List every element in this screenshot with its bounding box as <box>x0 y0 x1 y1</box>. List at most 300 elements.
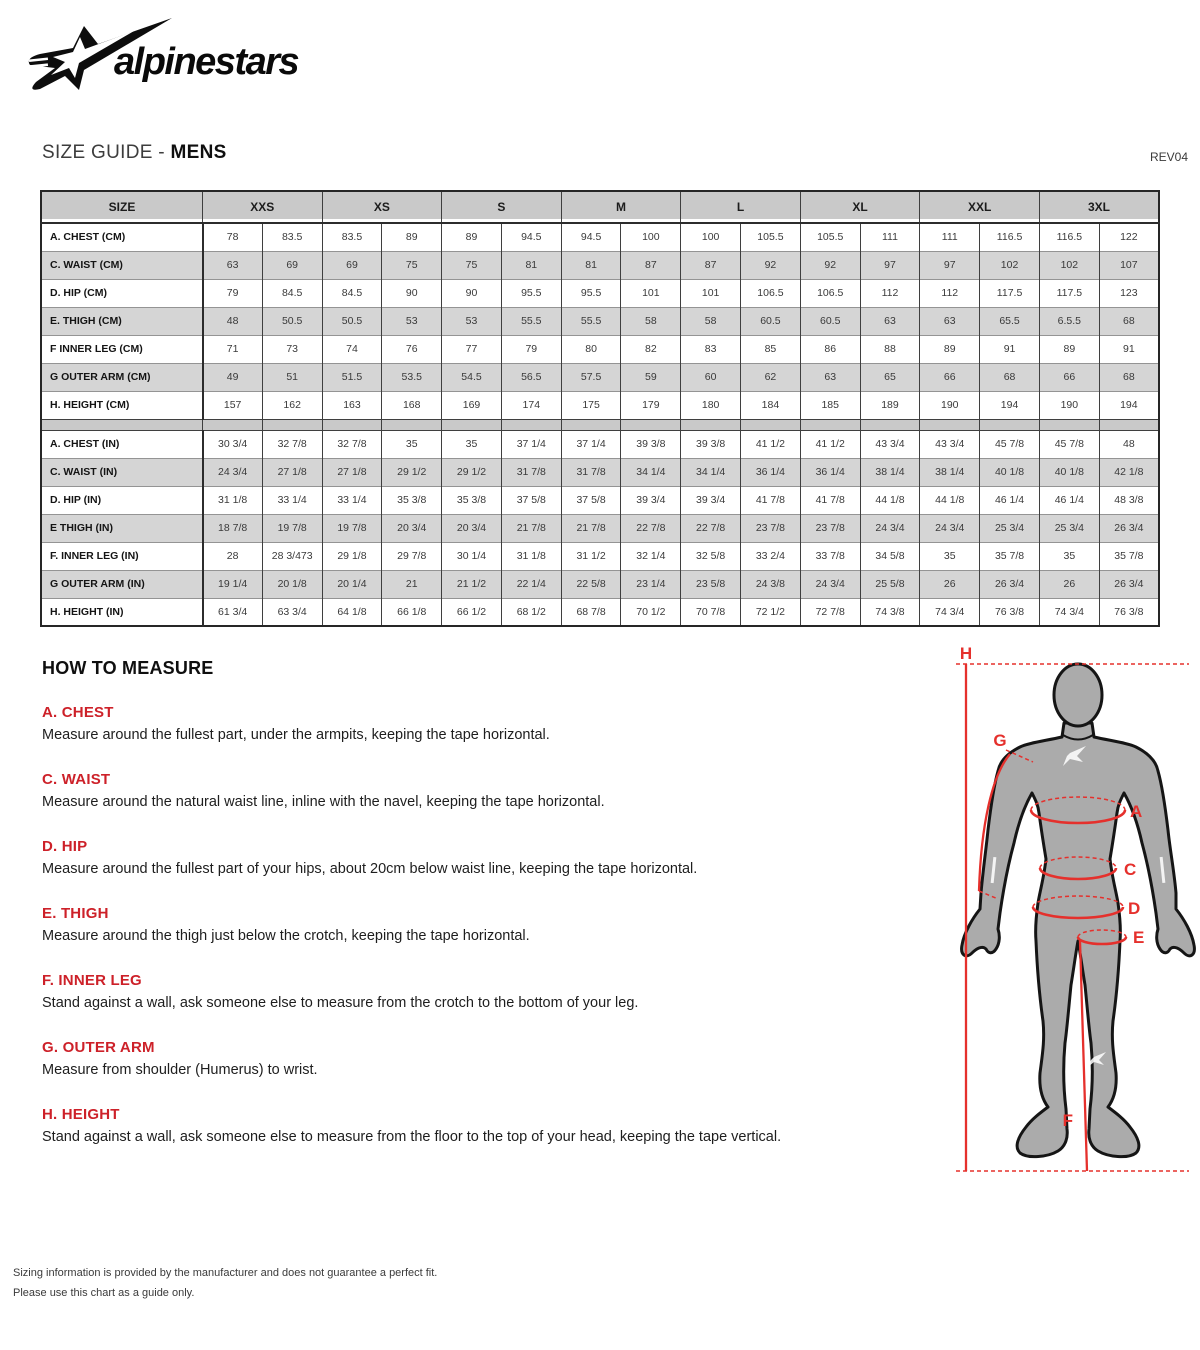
table-row <box>41 391 1159 419</box>
size-value-cell: 116.5 <box>980 223 1040 251</box>
size-value-cell: 101 <box>681 279 741 307</box>
size-value-cell: 29 1/2 <box>382 458 442 486</box>
size-value-cell: 70 7/8 <box>681 598 741 626</box>
size-value-cell: 65.5 <box>980 307 1040 335</box>
size-value-cell: 84.5 <box>262 279 322 307</box>
size-value-cell: 74 <box>322 335 382 363</box>
size-value-cell: 39 3/8 <box>621 430 681 458</box>
separator-cell <box>262 419 322 430</box>
table-row <box>41 542 1159 570</box>
table-row <box>41 223 1159 251</box>
size-value-cell: 105.5 <box>800 223 860 251</box>
size-value-cell: 48 3/8 <box>1099 486 1159 514</box>
size-column-header-l: L <box>681 191 801 223</box>
size-value-cell: 69 <box>322 251 382 279</box>
size-value-cell: 123 <box>1099 279 1159 307</box>
section-separator-row <box>41 419 1159 430</box>
size-value-cell: 24 3/4 <box>920 514 980 542</box>
alpinestars-logo <box>22 6 312 95</box>
size-value-cell: 117.5 <box>980 279 1040 307</box>
measure-instruction-heading: C. WAIST <box>42 771 111 788</box>
size-value-cell: 20 1/8 <box>262 570 322 598</box>
disclaimer <box>13 1263 437 1303</box>
size-value-cell: 81 <box>501 251 561 279</box>
size-value-cell: 63 <box>800 363 860 391</box>
size-value-cell: 116.5 <box>1039 223 1099 251</box>
page-title-bold: MENS <box>170 142 227 163</box>
size-value-cell: 39 3/4 <box>681 486 741 514</box>
size-value-cell: 89 <box>1039 335 1099 363</box>
size-value-cell: 24 3/4 <box>800 570 860 598</box>
measure-instructions-list <box>42 704 927 1173</box>
size-value-cell: 45 7/8 <box>1039 430 1099 458</box>
size-value-cell: 74 3/8 <box>860 598 920 626</box>
size-value-cell: 75 <box>382 251 442 279</box>
separator-cell <box>980 419 1040 430</box>
size-value-cell: 168 <box>382 391 442 419</box>
separator-cell <box>561 419 621 430</box>
size-value-cell: 53.5 <box>382 363 442 391</box>
size-value-cell: 34 1/4 <box>621 458 681 486</box>
size-value-cell: 89 <box>442 223 502 251</box>
size-value-cell: 22 7/8 <box>621 514 681 542</box>
size-value-cell: 157 <box>203 391 263 419</box>
size-column-header-s: S <box>442 191 562 223</box>
measurement-figure <box>936 645 1196 1185</box>
size-value-cell: 180 <box>681 391 741 419</box>
size-value-cell: 83.5 <box>262 223 322 251</box>
size-table <box>40 190 1160 627</box>
size-value-cell: 23 7/8 <box>741 514 801 542</box>
size-corner-header: SIZE <box>41 191 203 223</box>
size-value-cell: 49 <box>203 363 263 391</box>
page-title <box>42 142 227 164</box>
size-value-cell: 18 7/8 <box>203 514 263 542</box>
size-value-cell: 122 <box>1099 223 1159 251</box>
size-value-cell: 51 <box>262 363 322 391</box>
row-label: A. CHEST (CM) <box>41 223 203 251</box>
size-value-cell: 97 <box>860 251 920 279</box>
row-label: E THIGH (IN) <box>41 514 203 542</box>
size-value-cell: 68 <box>980 363 1040 391</box>
table-row <box>41 570 1159 598</box>
table-row <box>41 307 1159 335</box>
row-label: G OUTER ARM (CM) <box>41 363 203 391</box>
size-table-head <box>41 191 1159 223</box>
size-value-cell: 44 1/8 <box>860 486 920 514</box>
size-value-cell: 91 <box>980 335 1040 363</box>
size-value-cell: 95.5 <box>501 279 561 307</box>
size-value-cell: 31 7/8 <box>501 458 561 486</box>
size-value-cell: 39 3/8 <box>681 430 741 458</box>
table-row <box>41 279 1159 307</box>
measure-instruction <box>42 1039 927 1106</box>
size-column-header-xxl: XXL <box>920 191 1040 223</box>
size-value-cell: 76 3/8 <box>1099 598 1159 626</box>
size-value-cell: 68 <box>1099 307 1159 335</box>
size-value-cell: 62 <box>741 363 801 391</box>
size-value-cell: 111 <box>860 223 920 251</box>
size-value-cell: 86 <box>800 335 860 363</box>
table-row <box>41 598 1159 626</box>
separator-cell <box>1039 419 1099 430</box>
separator-cell <box>442 419 502 430</box>
size-value-cell: 26 <box>1039 570 1099 598</box>
size-value-cell: 90 <box>382 279 442 307</box>
size-value-cell: 37 1/4 <box>501 430 561 458</box>
size-value-cell: 21 7/8 <box>501 514 561 542</box>
table-row <box>41 514 1159 542</box>
size-value-cell: 29 1/8 <box>322 542 382 570</box>
size-value-cell: 63 3/4 <box>262 598 322 626</box>
measure-instruction <box>42 1106 927 1173</box>
size-column-header-3xl: 3XL <box>1039 191 1159 223</box>
separator-cell <box>322 419 382 430</box>
how-to-measure-title: HOW TO MEASURE <box>42 658 214 678</box>
size-value-cell: 169 <box>442 391 502 419</box>
separator-cell <box>1099 419 1159 430</box>
measure-instruction-heading: F. INNER LEG <box>42 972 142 989</box>
figure-label-chest: A <box>1130 802 1143 821</box>
size-value-cell: 22 1/4 <box>501 570 561 598</box>
size-value-cell: 83.5 <box>322 223 382 251</box>
size-value-cell: 55.5 <box>561 307 621 335</box>
table-header-row <box>41 191 1159 223</box>
size-value-cell: 30 1/4 <box>442 542 502 570</box>
measure-instruction-heading: G. OUTER ARM <box>42 1039 155 1056</box>
measure-instruction <box>42 838 927 905</box>
size-column-header-m: M <box>561 191 681 223</box>
size-value-cell: 41 1/2 <box>741 430 801 458</box>
size-value-cell: 27 1/8 <box>322 458 382 486</box>
measure-instruction <box>42 704 927 771</box>
size-value-cell: 63 <box>203 251 263 279</box>
size-value-cell: 71 <box>203 335 263 363</box>
size-value-cell: 19 7/8 <box>322 514 382 542</box>
size-value-cell: 77 <box>442 335 502 363</box>
size-value-cell: 105.5 <box>741 223 801 251</box>
how-to-measure-section <box>42 658 927 1173</box>
size-value-cell: 107 <box>1099 251 1159 279</box>
size-value-cell: 26 3/4 <box>1099 570 1159 598</box>
separator-cell <box>860 419 920 430</box>
size-value-cell: 30 3/4 <box>203 430 263 458</box>
size-value-cell: 35 7/8 <box>1099 542 1159 570</box>
size-value-cell: 32 7/8 <box>262 430 322 458</box>
size-value-cell: 35 7/8 <box>980 542 1040 570</box>
size-value-cell: 42 1/8 <box>1099 458 1159 486</box>
size-value-cell: 66 1/8 <box>382 598 442 626</box>
table-row <box>41 251 1159 279</box>
figure-label-thigh: E <box>1133 928 1145 947</box>
measure-instruction-text: Measure around the fullest part, under the armpits, keeping the tape horizontal. <box>42 727 550 743</box>
size-value-cell: 112 <box>860 279 920 307</box>
size-value-cell: 35 3/8 <box>382 486 442 514</box>
size-value-cell: 33 1/4 <box>322 486 382 514</box>
size-value-cell: 194 <box>1099 391 1159 419</box>
size-value-cell: 31 1/8 <box>203 486 263 514</box>
size-value-cell: 28 <box>203 542 263 570</box>
figure-label-height: H <box>959 645 973 663</box>
disclaimer-line2: Please use this chart as a guide only. <box>13 1287 195 1299</box>
measure-instruction-text: Measure around the natural waist line, inline with the navel, keeping the tape horizontal. <box>42 794 605 810</box>
size-value-cell: 58 <box>681 307 741 335</box>
size-value-cell: 26 <box>920 570 980 598</box>
row-label: F INNER LEG (CM) <box>41 335 203 363</box>
size-value-cell: 53 <box>442 307 502 335</box>
size-value-cell: 53 <box>382 307 442 335</box>
size-value-cell: 79 <box>203 279 263 307</box>
measure-instruction-text: Stand against a wall, ask someone else to measure from the floor to the top of your head, keeping the tape vertical. <box>42 1129 782 1145</box>
size-value-cell: 24 3/4 <box>203 458 263 486</box>
row-label: H. HEIGHT (CM) <box>41 391 203 419</box>
size-column-header-xl: XL <box>800 191 920 223</box>
revision-label: REV04 <box>1149 150 1188 164</box>
measure-instruction-text: Measure around the fullest part of your hips, about 20cm below waist line, keeping the tape horizontal. <box>42 861 698 877</box>
measure-instruction <box>42 972 927 1039</box>
row-label: G OUTER ARM (IN) <box>41 570 203 598</box>
size-value-cell: 36 1/4 <box>800 458 860 486</box>
size-value-cell: 90 <box>442 279 502 307</box>
size-value-cell: 19 1/4 <box>203 570 263 598</box>
size-table-body <box>41 223 1159 626</box>
size-value-cell: 174 <box>501 391 561 419</box>
size-value-cell: 48 <box>203 307 263 335</box>
size-value-cell: 29 7/8 <box>382 542 442 570</box>
size-value-cell: 32 5/8 <box>681 542 741 570</box>
size-value-cell: 34 5/8 <box>860 542 920 570</box>
table-row <box>41 430 1159 458</box>
size-value-cell: 46 1/4 <box>1039 486 1099 514</box>
size-value-cell: 76 3/8 <box>980 598 1040 626</box>
size-value-cell: 92 <box>800 251 860 279</box>
size-value-cell: 73 <box>262 335 322 363</box>
figure-label-inner-leg: F <box>1062 1111 1073 1130</box>
size-value-cell: 57.5 <box>561 363 621 391</box>
size-column-header-xs: XS <box>322 191 442 223</box>
row-label: F. INNER LEG (IN) <box>41 542 203 570</box>
size-value-cell: 60.5 <box>800 307 860 335</box>
size-value-cell: 23 1/4 <box>621 570 681 598</box>
size-value-cell: 162 <box>262 391 322 419</box>
size-value-cell: 84.5 <box>322 279 382 307</box>
measure-instruction-heading: H. HEIGHT <box>42 1106 120 1123</box>
figure-label-outer-arm: G <box>993 731 1007 750</box>
size-value-cell: 69 <box>262 251 322 279</box>
size-value-cell: 68 1/2 <box>501 598 561 626</box>
separator-cell <box>621 419 681 430</box>
size-value-cell: 101 <box>621 279 681 307</box>
size-value-cell: 21 7/8 <box>561 514 621 542</box>
size-value-cell: 66 <box>1039 363 1099 391</box>
row-label: A. CHEST (IN) <box>41 430 203 458</box>
size-value-cell: 40 1/8 <box>980 458 1040 486</box>
size-value-cell: 50.5 <box>262 307 322 335</box>
size-value-cell: 35 <box>442 430 502 458</box>
size-value-cell: 63 <box>920 307 980 335</box>
size-value-cell: 175 <box>561 391 621 419</box>
separator-cell <box>741 419 801 430</box>
size-value-cell: 37 5/8 <box>561 486 621 514</box>
size-value-cell: 45 7/8 <box>980 430 1040 458</box>
measure-instruction-heading: E. THIGH <box>42 905 109 922</box>
size-value-cell: 74 3/4 <box>920 598 980 626</box>
table-row <box>41 486 1159 514</box>
size-value-cell: 25 3/4 <box>1039 514 1099 542</box>
size-value-cell: 68 <box>1099 363 1159 391</box>
size-value-cell: 88 <box>860 335 920 363</box>
size-value-cell: 26 3/4 <box>1099 514 1159 542</box>
size-value-cell: 21 <box>382 570 442 598</box>
size-value-cell: 55.5 <box>501 307 561 335</box>
size-value-cell: 6.5.5 <box>1039 307 1099 335</box>
size-value-cell: 179 <box>621 391 681 419</box>
size-value-cell: 85 <box>741 335 801 363</box>
size-value-cell: 58 <box>621 307 681 335</box>
size-value-cell: 36 1/4 <box>741 458 801 486</box>
size-value-cell: 56.5 <box>501 363 561 391</box>
size-value-cell: 89 <box>382 223 442 251</box>
page-title-prefix: SIZE GUIDE - <box>42 142 171 163</box>
size-value-cell: 50.5 <box>322 307 382 335</box>
size-value-cell: 94.5 <box>501 223 561 251</box>
size-value-cell: 20 1/4 <box>322 570 382 598</box>
size-value-cell: 19 7/8 <box>262 514 322 542</box>
size-value-cell: 31 1/8 <box>501 542 561 570</box>
size-value-cell: 60.5 <box>741 307 801 335</box>
size-value-cell: 65 <box>860 363 920 391</box>
separator-cell <box>920 419 980 430</box>
size-value-cell: 68 7/8 <box>561 598 621 626</box>
row-label: C. WAIST (CM) <box>41 251 203 279</box>
row-label: D. HIP (CM) <box>41 279 203 307</box>
size-value-cell: 190 <box>1039 391 1099 419</box>
size-value-cell: 33 1/4 <box>262 486 322 514</box>
figure-label-waist: C <box>1124 860 1137 879</box>
separator-cell <box>203 419 263 430</box>
size-value-cell: 70 1/2 <box>621 598 681 626</box>
size-value-cell: 72 7/8 <box>800 598 860 626</box>
row-label: H. HEIGHT (IN) <box>41 598 203 626</box>
separator-cell <box>681 419 741 430</box>
size-value-cell: 106.5 <box>800 279 860 307</box>
size-value-cell: 32 7/8 <box>322 430 382 458</box>
size-value-cell: 51.5 <box>322 363 382 391</box>
size-value-cell: 26 3/4 <box>980 570 1040 598</box>
measure-instruction-text: Measure around the thigh just below the crotch, keeping the tape horizontal. <box>42 928 530 944</box>
separator-cell <box>800 419 860 430</box>
size-value-cell: 32 1/4 <box>621 542 681 570</box>
size-value-cell: 35 <box>920 542 980 570</box>
size-value-cell: 21 1/2 <box>442 570 502 598</box>
size-value-cell: 54.5 <box>442 363 502 391</box>
title-row <box>42 142 1188 164</box>
size-value-cell: 66 1/2 <box>442 598 502 626</box>
size-value-cell: 35 3/8 <box>442 486 502 514</box>
size-value-cell: 20 3/4 <box>442 514 502 542</box>
size-value-cell: 81 <box>561 251 621 279</box>
table-row <box>41 363 1159 391</box>
size-value-cell: 34 1/4 <box>681 458 741 486</box>
size-value-cell: 59 <box>621 363 681 391</box>
measure-instruction-heading: A. CHEST <box>42 704 114 721</box>
size-value-cell: 92 <box>741 251 801 279</box>
separator-cell <box>382 419 442 430</box>
size-value-cell: 25 5/8 <box>860 570 920 598</box>
row-label: E. THIGH (CM) <box>41 307 203 335</box>
size-value-cell: 33 7/8 <box>800 542 860 570</box>
size-value-cell: 185 <box>800 391 860 419</box>
size-value-cell: 38 1/4 <box>860 458 920 486</box>
size-value-cell: 74 3/4 <box>1039 598 1099 626</box>
size-value-cell: 102 <box>980 251 1040 279</box>
size-value-cell: 24 3/8 <box>741 570 801 598</box>
separator-cell <box>41 419 203 430</box>
table-row <box>41 458 1159 486</box>
size-value-cell: 64 1/8 <box>322 598 382 626</box>
size-value-cell: 22 7/8 <box>681 514 741 542</box>
size-value-cell: 163 <box>322 391 382 419</box>
size-value-cell: 23 5/8 <box>681 570 741 598</box>
size-value-cell: 87 <box>621 251 681 279</box>
measure-instruction <box>42 771 927 838</box>
size-value-cell: 91 <box>1099 335 1159 363</box>
size-value-cell: 41 1/2 <box>800 430 860 458</box>
size-value-cell: 29 1/2 <box>442 458 502 486</box>
size-value-cell: 72 1/2 <box>741 598 801 626</box>
size-value-cell: 31 1/2 <box>561 542 621 570</box>
size-value-cell: 43 3/4 <box>920 430 980 458</box>
size-value-cell: 61 3/4 <box>203 598 263 626</box>
size-value-cell: 102 <box>1039 251 1099 279</box>
measure-instruction <box>42 905 927 972</box>
measure-instruction-text: Stand against a wall, ask someone else to measure from the crotch to the bottom of your leg. <box>42 995 639 1011</box>
size-value-cell: 39 3/4 <box>621 486 681 514</box>
figure-label-hip: D <box>1128 899 1141 918</box>
brand-wordmark: alpinestars <box>114 41 299 83</box>
size-value-cell: 37 5/8 <box>501 486 561 514</box>
size-value-cell: 35 <box>1039 542 1099 570</box>
size-value-cell: 41 7/8 <box>800 486 860 514</box>
row-label: C. WAIST (IN) <box>41 458 203 486</box>
table-row <box>41 335 1159 363</box>
separator-cell <box>501 419 561 430</box>
size-value-cell: 46 1/4 <box>980 486 1040 514</box>
size-value-cell: 27 1/8 <box>262 458 322 486</box>
size-value-cell: 89 <box>920 335 980 363</box>
size-value-cell: 112 <box>920 279 980 307</box>
alpinestars-star-icon <box>22 6 312 90</box>
size-value-cell: 23 7/8 <box>800 514 860 542</box>
size-value-cell: 31 7/8 <box>561 458 621 486</box>
size-value-cell: 43 3/4 <box>860 430 920 458</box>
size-value-cell: 100 <box>681 223 741 251</box>
size-value-cell: 24 3/4 <box>860 514 920 542</box>
size-value-cell: 100 <box>621 223 681 251</box>
size-value-cell: 76 <box>382 335 442 363</box>
size-value-cell: 22 5/8 <box>561 570 621 598</box>
size-value-cell: 111 <box>920 223 980 251</box>
row-label: D. HIP (IN) <box>41 486 203 514</box>
measure-instruction-text: Measure from shoulder (Humerus) to wrist. <box>42 1062 318 1078</box>
size-value-cell: 97 <box>920 251 980 279</box>
size-value-cell: 80 <box>561 335 621 363</box>
size-value-cell: 82 <box>621 335 681 363</box>
size-value-cell: 66 <box>920 363 980 391</box>
size-value-cell: 106.5 <box>741 279 801 307</box>
size-value-cell: 37 1/4 <box>561 430 621 458</box>
measure-instruction-heading: D. HIP <box>42 838 88 855</box>
